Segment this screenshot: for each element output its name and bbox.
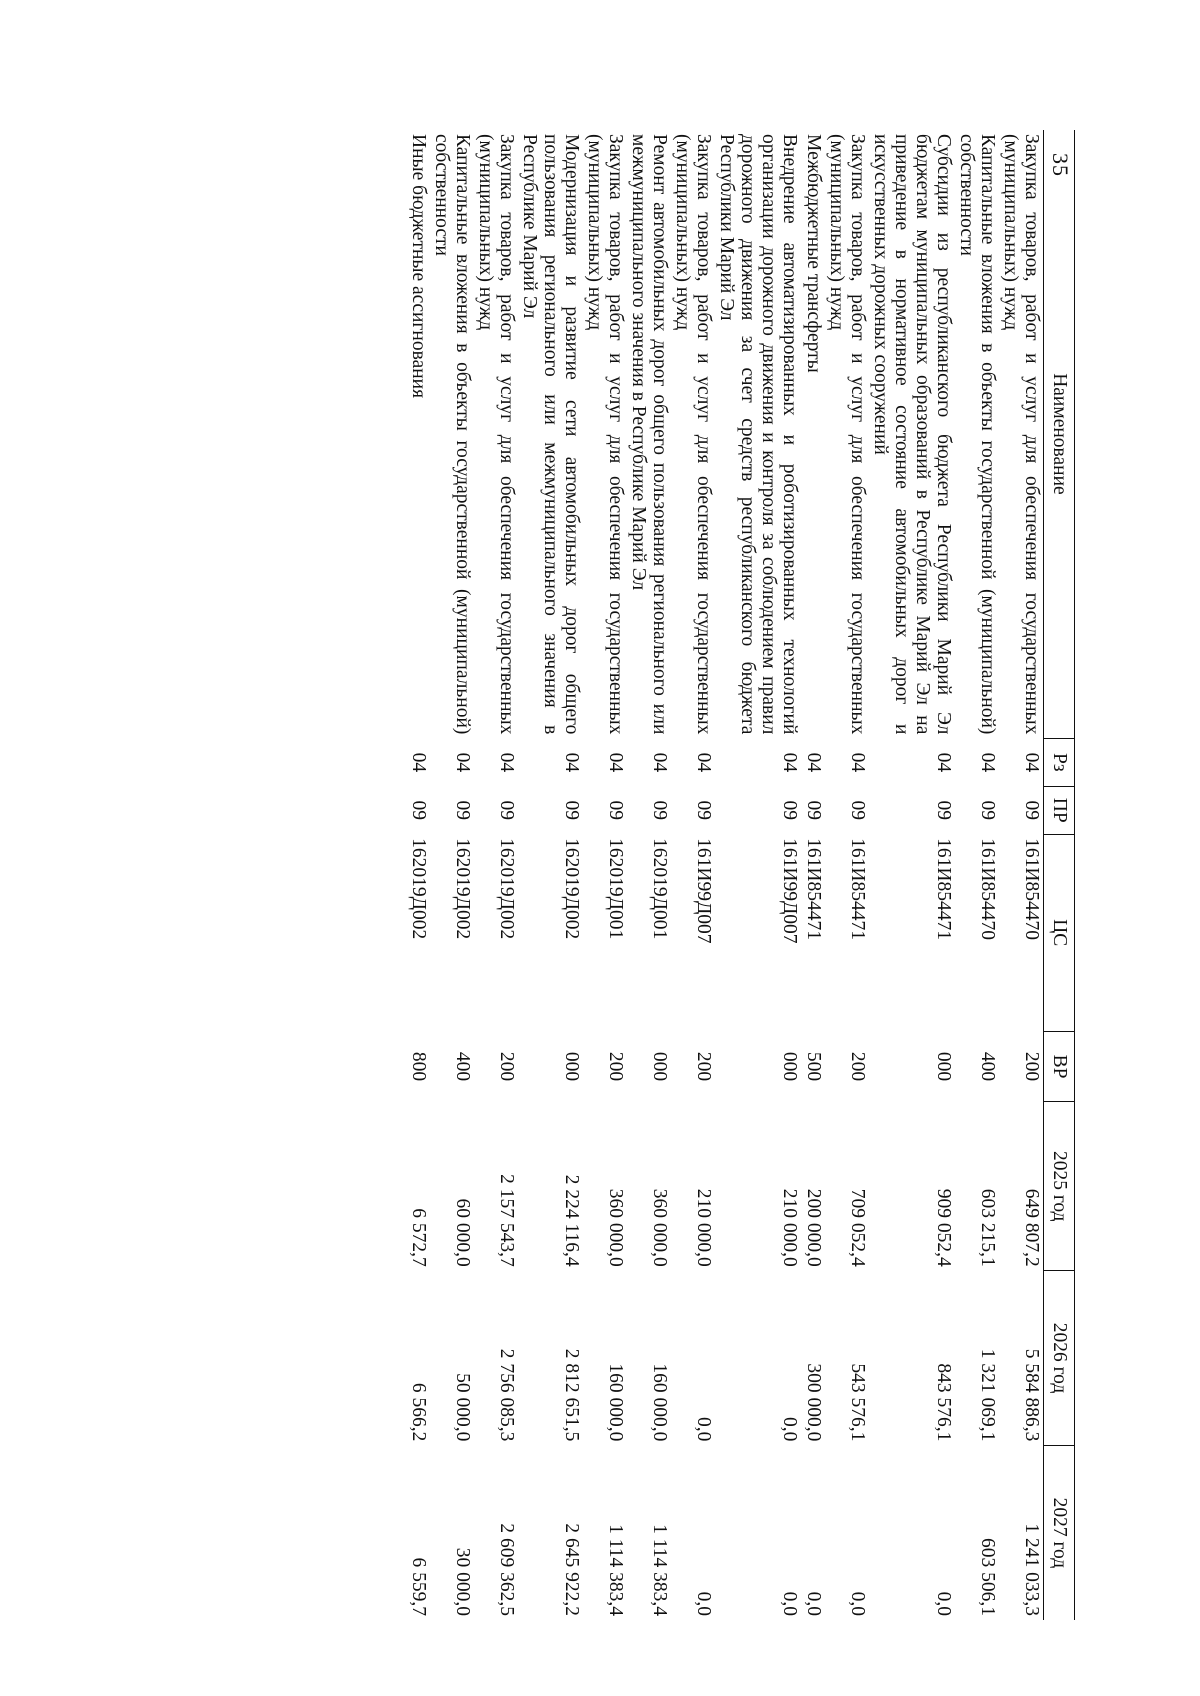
cell-vr: 200 (846, 1051, 868, 1082)
cell-2027: 0,0 (802, 1591, 824, 1616)
cell-pr: 09 (407, 800, 429, 820)
cell-pr: 09 (779, 800, 801, 820)
header-2027: 2027 год (1044, 1445, 1075, 1620)
cell-cs: 162019Д002 (407, 838, 429, 940)
cell-pr: 09 (561, 800, 583, 820)
header-vr: ВР (1044, 1031, 1075, 1101)
table-row (869, 130, 955, 1620)
cell-2025: 2 157 543,7 (495, 1174, 517, 1267)
cell-name: Ремонт автомобильных дорог общего пользования регионального или межмуниципального значения в Республике Марий Эл (628, 134, 671, 735)
cell-cs: 161И854471 (802, 838, 824, 940)
table-row (671, 130, 715, 1620)
cell-cs: 162019Д002 (451, 838, 473, 940)
cell-rz: 04 (649, 752, 671, 773)
cell-cs: 161И854470 (1021, 838, 1042, 940)
cell-vr: 500 (802, 1051, 824, 1082)
cell-2026: 300 000,0 (802, 1363, 824, 1442)
cell-2025: 200 000,0 (802, 1188, 824, 1267)
cell-2025: 709 052,4 (846, 1188, 868, 1267)
cell-2026: 2 756 085,3 (495, 1348, 517, 1442)
cell-2027: 603 506,1 (976, 1538, 998, 1616)
cell-2027: 1 114 383,4 (649, 1524, 671, 1616)
cell-2027: 0,0 (693, 1591, 715, 1616)
cell-vr: 000 (649, 1051, 671, 1082)
cell-2025: 210 000,0 (779, 1188, 801, 1267)
cell-pr: 09 (605, 800, 627, 820)
header-2026: 2026 год (1044, 1271, 1075, 1446)
cell-pr: 09 (802, 800, 824, 820)
cell-name: Внедрение автоматизированных и роботизированных технологий организации дорожного движения и контроля за соблюдением правил дорожного движения за счет средств республиканского бюджета Республики Марий Эл (716, 134, 801, 735)
cell-2027: 30 000,0 (451, 1547, 473, 1616)
cell-pr: 09 (976, 800, 998, 820)
cell-2027: 2 609 362,5 (495, 1523, 517, 1616)
header-rz: Рз (1044, 738, 1075, 786)
table-row (955, 130, 999, 1620)
cell-name: Иные бюджетные ассигнования (407, 134, 429, 399)
cell-rz: 04 (407, 752, 429, 773)
cell-2026: 50 000,0 (451, 1373, 473, 1442)
cell-name: Закупка товаров, работ и услуг для обеспечения государственных (муниципальных) нужд (999, 134, 1042, 735)
cell-rz: 04 (1021, 752, 1042, 773)
cell-rz: 04 (451, 752, 473, 773)
cell-cs: 162019Д001 (605, 838, 627, 940)
cell-pr: 09 (451, 800, 473, 820)
table-row (999, 130, 1044, 1620)
cell-cs: 161И99Д007 (693, 838, 715, 944)
cell-cs: 162019Д002 (495, 838, 517, 940)
cell-rz: 04 (693, 752, 715, 773)
header-name: Наименование (1044, 130, 1075, 738)
table-row (627, 130, 671, 1620)
cell-rz: 04 (605, 752, 627, 773)
cell-2025: 360 000,0 (605, 1188, 627, 1267)
cell-2026: 6 566,2 (407, 1382, 429, 1442)
table-row (825, 130, 869, 1620)
cell-name: Межбюджетные трансферты (802, 134, 824, 373)
cell-2027: 1 241 033,3 (1021, 1523, 1042, 1616)
cell-pr: 09 (649, 800, 671, 820)
cell-2025: 6 572,7 (407, 1208, 429, 1267)
cell-2025: 210 000,0 (693, 1188, 715, 1267)
cell-2026: 1 321 069,1 (976, 1348, 998, 1442)
cell-vr: 000 (779, 1051, 801, 1082)
cell-cs: 162019Д001 (649, 838, 671, 940)
cell-cs: 161И854470 (976, 838, 998, 940)
cell-vr: 200 (1021, 1051, 1042, 1082)
cell-2027: 2 645 922,2 (561, 1523, 583, 1616)
cell-pr: 09 (1021, 800, 1042, 820)
table-row (407, 130, 430, 1620)
table-row (801, 130, 824, 1620)
cell-2025: 2 224 116,4 (561, 1174, 583, 1267)
cell-cs: 161И854471 (846, 838, 868, 940)
cell-vr: 400 (976, 1051, 998, 1082)
header-pr: ПР (1044, 786, 1075, 834)
table-header-row (1044, 130, 1075, 1620)
cell-vr: 400 (451, 1051, 473, 1082)
cell-2025: 909 052,4 (932, 1188, 954, 1267)
cell-2027: 0,0 (846, 1591, 868, 1616)
cell-vr: 200 (605, 1051, 627, 1082)
cell-rz: 04 (561, 752, 583, 773)
cell-vr: 200 (693, 1051, 715, 1082)
table-row (715, 130, 801, 1620)
cell-name: Субсидии из республиканского бюджета Республики Марий Эл бюджетам муниципальных образований в Республике Марий Эл на приведение в нормативное состояние автомобильных дорог и искусственных дорожных сооружений (869, 134, 954, 735)
table-row (518, 130, 583, 1620)
cell-name: Закупка товаров, работ и услуг для обеспечения государственных (муниципальных) нужд (825, 134, 868, 735)
cell-pr: 09 (846, 800, 868, 820)
budget-table (407, 130, 1075, 1620)
cell-2026: 5 584 886,3 (1021, 1348, 1042, 1442)
header-2025: 2025 год (1044, 1102, 1075, 1271)
cell-pr: 09 (693, 800, 715, 820)
cell-cs: 162019Д002 (561, 838, 583, 940)
cell-vr: 000 (932, 1051, 954, 1082)
cell-name: Закупка товаров, работ и услуг для обеспечения государственных (муниципальных) нужд (672, 134, 715, 735)
cell-rz: 04 (976, 752, 998, 773)
cell-cs: 161И854471 (932, 838, 954, 940)
cell-name: Закупка товаров, работ и услуг для обеспечения государственных (муниципальных) нужд (584, 134, 627, 735)
cell-name: Капитальные вложения в объекты государственной (муниципальной) собственности (955, 134, 998, 735)
cell-2027: 6 559,7 (407, 1557, 429, 1616)
cell-name: Закупка товаров, работ и услуг для обеспечения государственных (муниципальных) нужд (474, 134, 517, 735)
table-row (583, 130, 627, 1620)
cell-2026: 160 000,0 (649, 1363, 671, 1442)
cell-2026: 843 576,1 (932, 1363, 954, 1442)
cell-name: Модернизация и развитие сети автомобильных дорог общего пользования регионального или межмуниципального значения в Республике Марий Эл (518, 134, 583, 735)
cell-2025: 649 807,2 (1021, 1188, 1042, 1267)
cell-2026: 0,0 (779, 1416, 801, 1442)
table-body (407, 130, 1044, 1620)
cell-2025: 360 000,0 (649, 1188, 671, 1267)
cell-pr: 09 (932, 800, 954, 820)
cell-vr: 200 (495, 1051, 517, 1082)
cell-2027: 0,0 (932, 1591, 954, 1616)
cell-rz: 04 (495, 752, 517, 773)
cell-rz: 04 (779, 752, 801, 773)
page-number: 35 (1048, 153, 1073, 177)
cell-2026: 543 576,1 (846, 1363, 868, 1442)
cell-2025: 60 000,0 (451, 1198, 473, 1267)
cell-name: Капитальные вложения в объекты государственной (муниципальной) собственности (430, 134, 473, 735)
cell-rz: 04 (802, 752, 824, 773)
table-row (474, 130, 518, 1620)
cell-2026: 0,0 (693, 1416, 715, 1442)
cell-vr: 000 (561, 1051, 583, 1082)
cell-2025: 603 215,1 (976, 1188, 998, 1267)
cell-pr: 09 (495, 800, 517, 820)
cell-2027: 0,0 (779, 1591, 801, 1616)
cell-2026: 160 000,0 (605, 1363, 627, 1442)
cell-2027: 1 114 383,4 (605, 1524, 627, 1616)
cell-vr: 800 (407, 1051, 429, 1082)
cell-rz: 04 (846, 752, 868, 773)
table-row (430, 130, 474, 1620)
header-cs: ЦС (1044, 834, 1075, 1031)
budget-table-sheet (235, 130, 1075, 1620)
cell-2026: 2 812 651,5 (561, 1348, 583, 1442)
cell-rz: 04 (932, 752, 954, 773)
cell-cs: 161И99Д007 (779, 838, 801, 944)
